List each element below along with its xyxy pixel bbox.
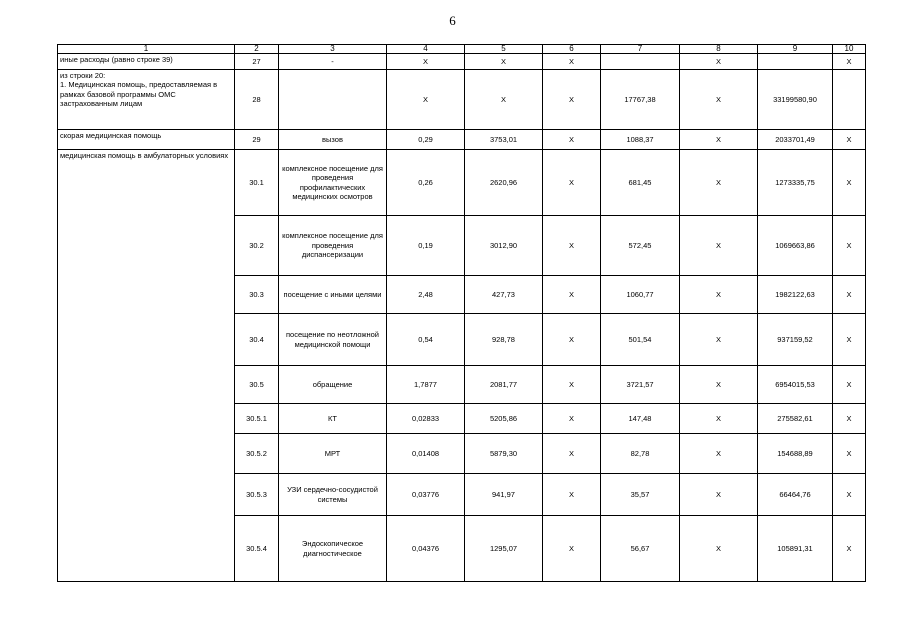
table-header-row — [58, 45, 866, 54]
row-code-cell: 30.5 — [235, 366, 279, 404]
table-row — [58, 70, 866, 130]
col10-cell: X — [833, 314, 866, 366]
table-body — [58, 54, 866, 582]
column-header: 2 — [235, 45, 279, 54]
col7-cell: 1060,77 — [601, 276, 680, 314]
col8-cell: X — [680, 516, 758, 582]
column-header: 5 — [465, 45, 543, 54]
col9-cell: 1069663,86 — [758, 216, 833, 276]
col7-cell: 572,45 — [601, 216, 680, 276]
row-label-cell — [58, 54, 235, 70]
col4-cell: X — [387, 54, 465, 70]
col5-cell: X — [465, 54, 543, 70]
col7-cell: 56,67 — [601, 516, 680, 582]
col5-cell: 2620,96 — [465, 150, 543, 216]
col4-cell: 0,19 — [387, 216, 465, 276]
column-header: 9 — [758, 45, 833, 54]
col4-cell: 0,54 — [387, 314, 465, 366]
col8-cell: X — [680, 130, 758, 150]
row-code-cell: 28 — [235, 70, 279, 130]
row-code-cell: 29 — [235, 130, 279, 150]
col10-cell: X — [833, 434, 866, 474]
col7-cell: 3721,57 — [601, 366, 680, 404]
col4-cell: 0,01408 — [387, 434, 465, 474]
col9-cell: 105891,31 — [758, 516, 833, 582]
col9-cell: 275582,61 — [758, 404, 833, 434]
row-unit-cell: МРТ — [279, 434, 387, 474]
col8-cell: X — [680, 70, 758, 130]
col8-cell: X — [680, 474, 758, 516]
col6-cell: X — [543, 70, 601, 130]
col8-cell: X — [680, 276, 758, 314]
col5-cell: 3753,01 — [465, 130, 543, 150]
col5-cell: 2081,77 — [465, 366, 543, 404]
col10-cell: X — [833, 150, 866, 216]
row-label-cell — [58, 150, 235, 582]
row-code-cell: 30.2 — [235, 216, 279, 276]
col6-cell: X — [543, 474, 601, 516]
col6-cell: X — [543, 130, 601, 150]
col4-cell: 0,03776 — [387, 474, 465, 516]
col4-cell: 1,7877 — [387, 366, 465, 404]
col5-cell: X — [465, 70, 543, 130]
row-unit-cell — [279, 70, 387, 130]
row-code-cell: 30.5.2 — [235, 434, 279, 474]
col10-cell: X — [833, 516, 866, 582]
col7-cell: 35,57 — [601, 474, 680, 516]
col9-cell: 33199580,90 — [758, 70, 833, 130]
row-label-cell — [58, 130, 235, 150]
col4-cell: 0,29 — [387, 130, 465, 150]
col8-cell: X — [680, 366, 758, 404]
row-unit-cell: - — [279, 54, 387, 70]
col5-cell: 5205,86 — [465, 404, 543, 434]
column-header: 6 — [543, 45, 601, 54]
col6-cell: X — [543, 54, 601, 70]
col10-cell: X — [833, 216, 866, 276]
col5-cell: 3012,90 — [465, 216, 543, 276]
col8-cell: X — [680, 314, 758, 366]
row-code-cell: 30.5.1 — [235, 404, 279, 434]
row-unit-cell: Эндоскопическое диагностическое — [279, 516, 387, 582]
col10-cell: X — [833, 130, 866, 150]
row-code-cell: 30.5.4 — [235, 516, 279, 582]
column-header: 3 — [279, 45, 387, 54]
col4-cell: 0,02833 — [387, 404, 465, 434]
row-unit-cell: УЗИ сердечно-сосудистой системы — [279, 474, 387, 516]
col7-cell: 82,78 — [601, 434, 680, 474]
col5-cell: 5879,30 — [465, 434, 543, 474]
col7-cell: 681,45 — [601, 150, 680, 216]
col7-cell: 1088,37 — [601, 130, 680, 150]
col9-cell: 6954015,53 — [758, 366, 833, 404]
col8-cell: X — [680, 434, 758, 474]
row-code-cell: 30.1 — [235, 150, 279, 216]
col6-cell: X — [543, 276, 601, 314]
col9-cell: 66464,76 — [758, 474, 833, 516]
row-unit-cell: посещение с иными целями — [279, 276, 387, 314]
column-header: 1 — [58, 45, 235, 54]
row-label-text: из строки 20: — [60, 71, 106, 80]
page-number: 6 — [449, 13, 456, 28]
data-table — [57, 44, 866, 582]
row-label-text: медицинская помощь в амбулаторных условиях — [60, 151, 229, 160]
table-row — [58, 130, 866, 150]
col10-cell: X — [833, 366, 866, 404]
col7-cell: 17767,38 — [601, 70, 680, 130]
col10-cell: X — [833, 474, 866, 516]
col8-cell: X — [680, 54, 758, 70]
col8-cell: X — [680, 150, 758, 216]
col8-cell: X — [680, 404, 758, 434]
row-code-cell: 30.4 — [235, 314, 279, 366]
col5-cell: 427,73 — [465, 276, 543, 314]
col6-cell: X — [543, 366, 601, 404]
row-code-cell: 30.3 — [235, 276, 279, 314]
col5-cell: 1295,07 — [465, 516, 543, 582]
col10-cell: X — [833, 54, 866, 70]
col7-cell: 147,48 — [601, 404, 680, 434]
column-header: 8 — [680, 45, 758, 54]
row-unit-cell: обращение — [279, 366, 387, 404]
col10-cell: X — [833, 276, 866, 314]
row-code-cell: 30.5.3 — [235, 474, 279, 516]
col5-cell: 941,97 — [465, 474, 543, 516]
row-label-text: 1. Медицинская помощь, предоставляемая в рамках базовой программы ОМС застрахованным лицам — [60, 80, 218, 109]
table-row — [58, 54, 866, 70]
table-row — [58, 150, 866, 216]
col9-cell: 937159,52 — [758, 314, 833, 366]
col10-cell: X — [833, 404, 866, 434]
col6-cell: X — [543, 150, 601, 216]
col7-cell — [601, 54, 680, 70]
row-label-text: скорая медицинская помощь — [60, 131, 162, 140]
col4-cell: 0,04376 — [387, 516, 465, 582]
col10-cell — [833, 70, 866, 130]
col9-cell — [758, 54, 833, 70]
col8-cell: X — [680, 216, 758, 276]
row-unit-cell: комплексное посещение для проведения профилактических медицинских осмотров — [279, 150, 387, 216]
col6-cell: X — [543, 404, 601, 434]
col5-cell: 928,78 — [465, 314, 543, 366]
col6-cell: X — [543, 314, 601, 366]
col9-cell: 154688,89 — [758, 434, 833, 474]
row-code-cell: 27 — [235, 54, 279, 70]
row-label-text: иные расходы (равно строке 39) — [60, 55, 173, 64]
row-unit-cell: КТ — [279, 404, 387, 434]
col4-cell: 2,48 — [387, 276, 465, 314]
col4-cell: 0,26 — [387, 150, 465, 216]
row-unit-cell: посещение по неотложной медицинской помощи — [279, 314, 387, 366]
row-unit-cell: вызов — [279, 130, 387, 150]
column-header: 7 — [601, 45, 680, 54]
row-unit-cell: комплексное посещение для проведения диспансеризации — [279, 216, 387, 276]
col4-cell: X — [387, 70, 465, 130]
col9-cell: 1982122,63 — [758, 276, 833, 314]
row-label-cell — [58, 70, 235, 130]
col6-cell: X — [543, 434, 601, 474]
column-header: 10 — [833, 45, 866, 54]
col9-cell: 1273335,75 — [758, 150, 833, 216]
column-header: 4 — [387, 45, 465, 54]
col6-cell: X — [543, 216, 601, 276]
col7-cell: 501,54 — [601, 314, 680, 366]
col6-cell: X — [543, 516, 601, 582]
col9-cell: 2033701,49 — [758, 130, 833, 150]
